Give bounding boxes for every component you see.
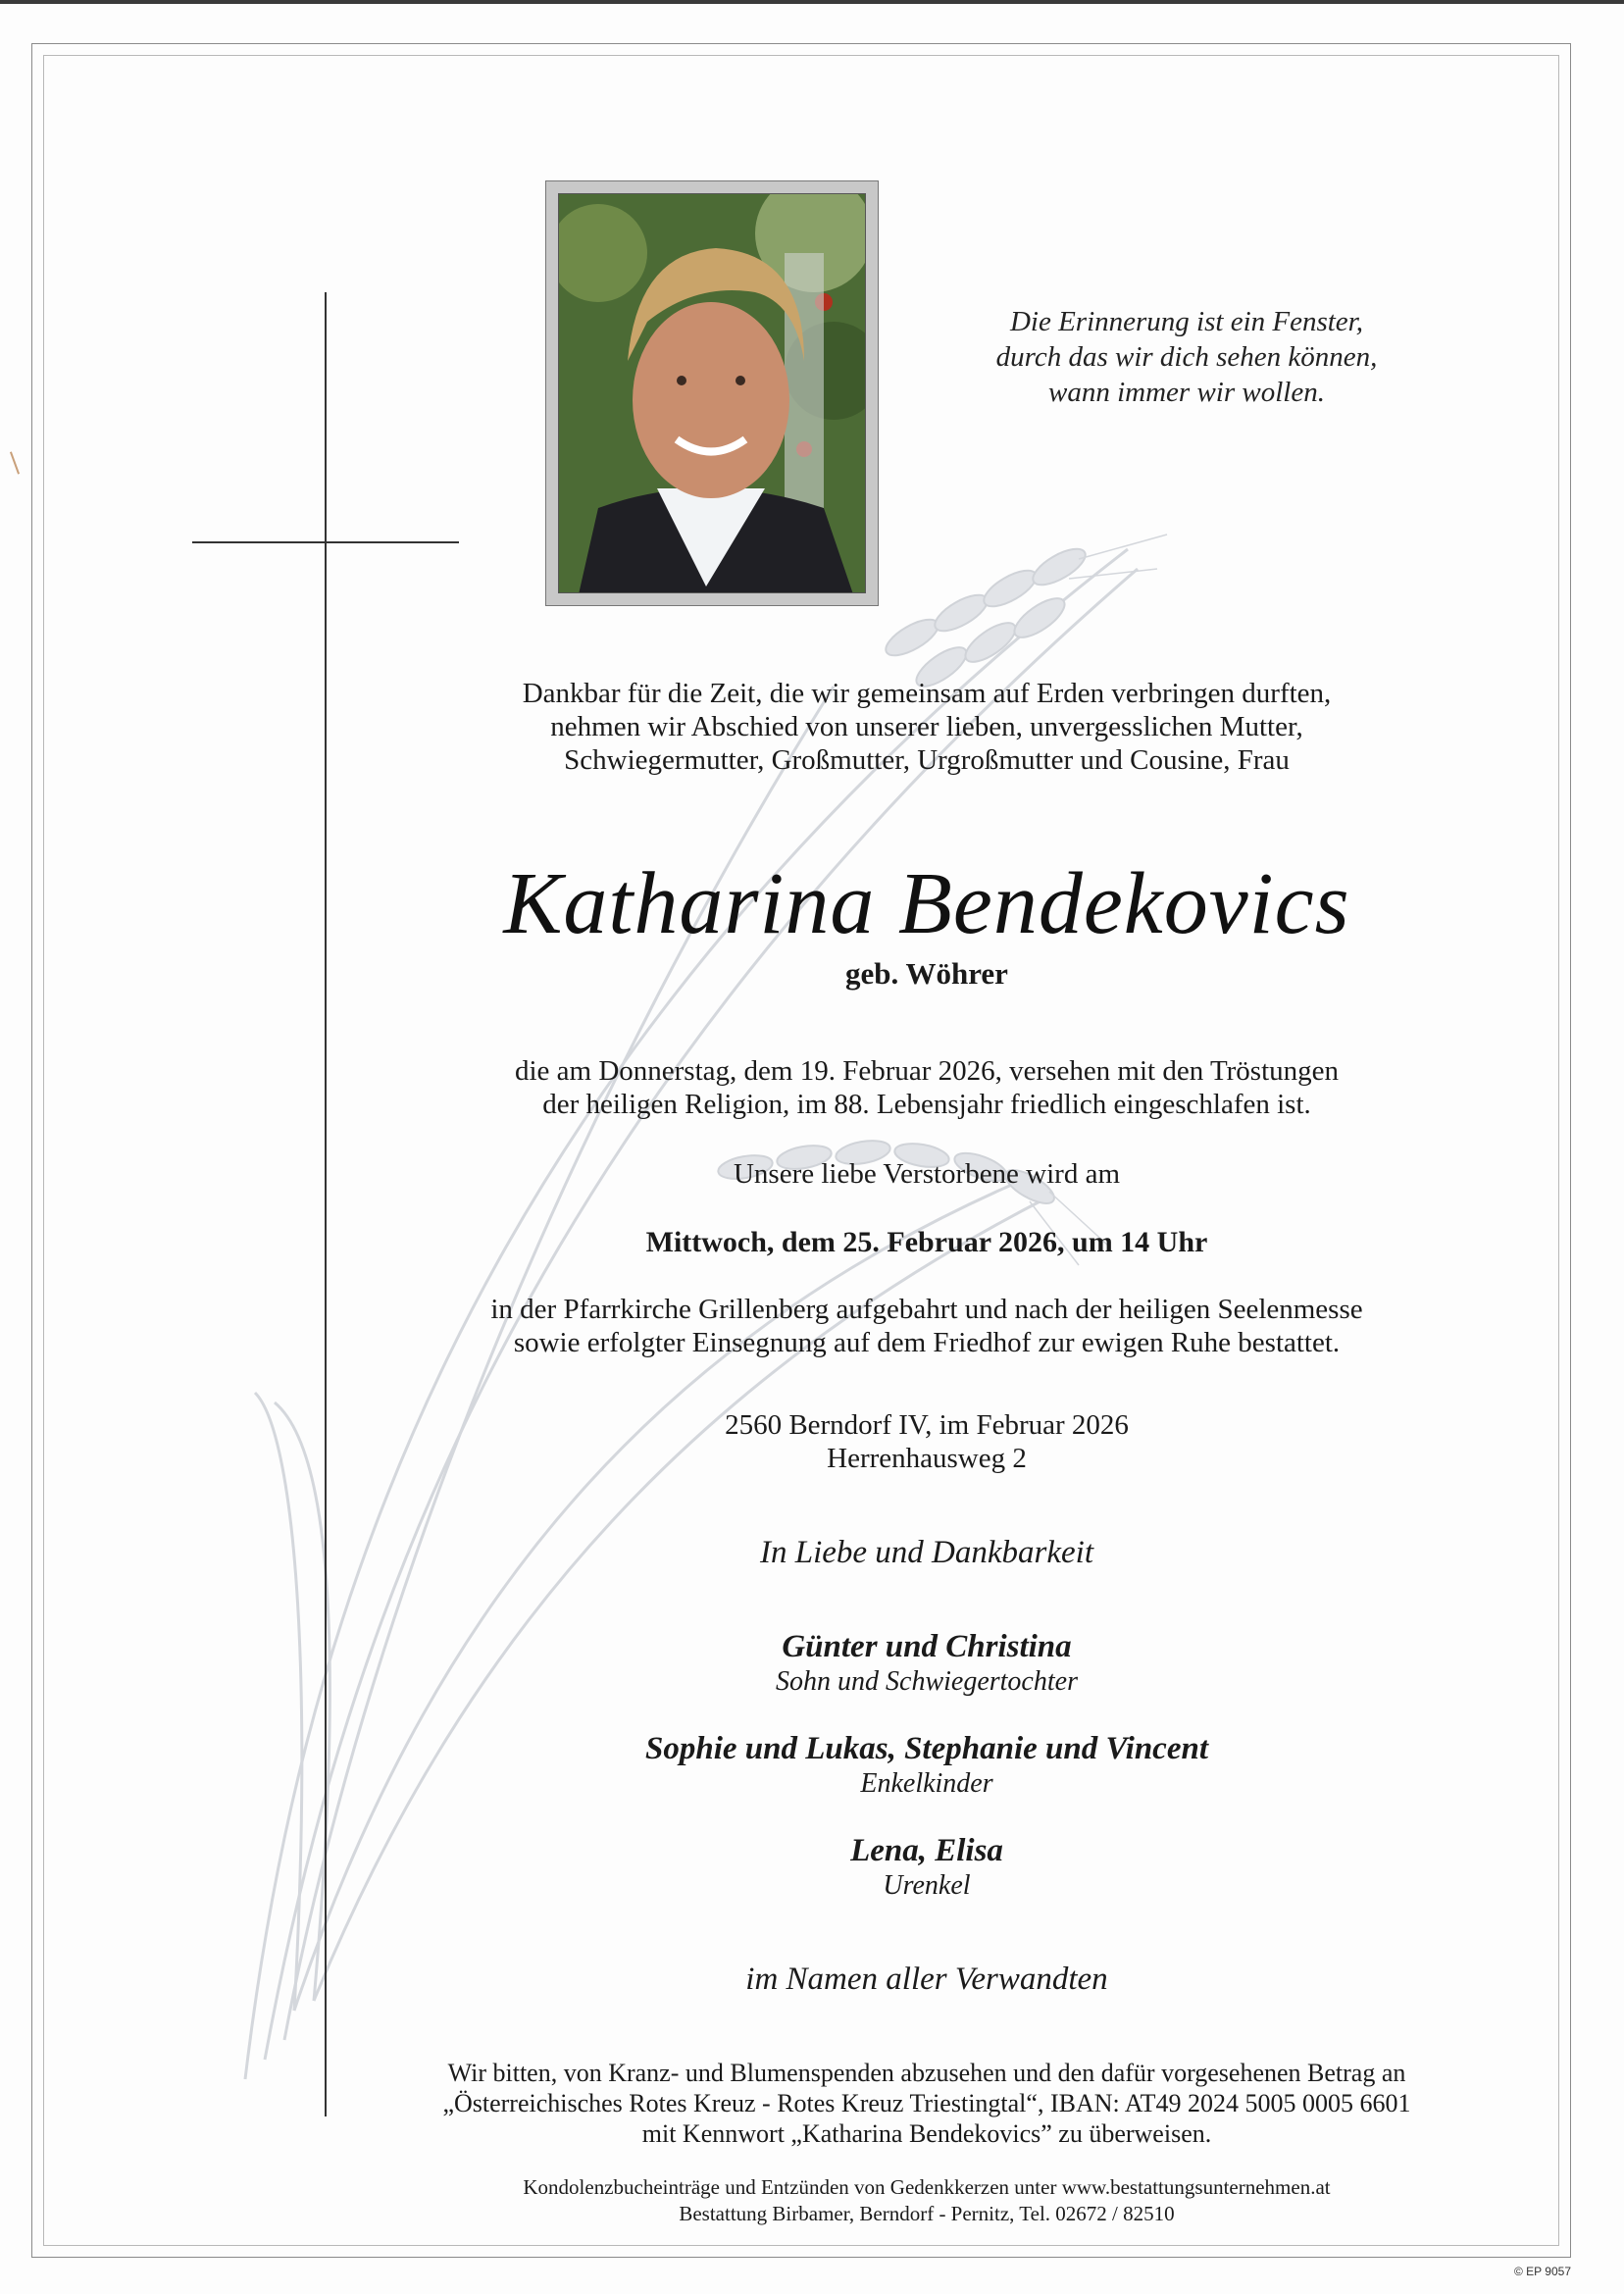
intro-line: nehmen wir Abschied von unserer lieben, unvergesslichen Mutter, (550, 711, 1303, 742)
quote-line: wann immer wir wollen. (1048, 377, 1325, 408)
death-notice-line: die am Donnerstag, dem 19. Februar 2026, versehen mit den Tröstungen (514, 1055, 1340, 1087)
service-details-line: sowie erfolgter Einsegnung auf dem Friedhof zur ewigen Ruhe bestattet. (513, 1327, 1341, 1358)
relative-group (343, 1730, 1510, 1801)
footer-line: Kondolenzbucheinträge und Entzünden von Gedenkkerzen unter www.bestattungsunternehmen.at (523, 2175, 1331, 2199)
relative-relation: Enkelkinder (860, 1768, 993, 1799)
relative-group (343, 1832, 1510, 1903)
deceased-name: Katharina Bendekovics (503, 855, 1350, 952)
closing-family: im Namen aller Verwandten (745, 1962, 1108, 1997)
cross-horizontal (192, 541, 459, 543)
footer-line: Bestattung Birbamer, Berndorf - Pernitz, Tel. 02672 / 82510 (679, 2202, 1175, 2225)
service-details (343, 1293, 1510, 1359)
death-notice (343, 1054, 1510, 1121)
intro-line: Schwiegermutter, Großmutter, Urgroßmutter und Cousine, Frau (564, 744, 1290, 776)
birth-name: geb. Wöhrer (845, 956, 1008, 991)
print-code: © EP 9057 (1514, 2265, 1571, 2278)
address-block (343, 1408, 1510, 1475)
closing-love: In Liebe und Dankbarkeit (759, 1535, 1093, 1570)
donation-line: „Österreichisches Rotes Kreuz - Rotes Kreuz Triestingtal“, IBAN: AT49 2024 5005 0005 6601 (442, 2089, 1411, 2117)
service-intro: Unsere liebe Verstorbene wird am (733, 1158, 1121, 1190)
relative-names: Sophie und Lukas, Stephanie und Vincent (644, 1731, 1208, 1766)
portrait-illustration (559, 194, 866, 593)
relative-group (343, 1628, 1510, 1699)
quote-line: Die Erinnerung ist ein Fenster, (1009, 306, 1364, 337)
relative-names: Lena, Elisa (850, 1833, 1003, 1868)
address-line: 2560 Berndorf IV, im Februar 2026 (725, 1409, 1129, 1441)
cross-vertical (325, 292, 327, 2116)
intro-line: Dankbar für die Zeit, die wir gemeinsam auf Erden verbringen durften, (522, 678, 1332, 709)
donation-text (343, 2058, 1510, 2149)
intro-text (343, 677, 1510, 777)
service-date: Mittwoch, dem 25. Februar 2026, um 14 Uhr (645, 1226, 1208, 1258)
footer-text (343, 2174, 1510, 2227)
relative-names: Günter und Christina (782, 1629, 1072, 1664)
service-details-line: in der Pfarrkirche Grillenberg aufgebahrt und nach der heiligen Seelenmesse (490, 1294, 1363, 1325)
relative-relation: Urenkel (883, 1870, 971, 1901)
address-line: Herrenhausweg 2 (827, 1443, 1027, 1474)
portrait-photo (558, 193, 866, 593)
quote-line: durch das wir dich sehen können, (995, 341, 1378, 373)
memorial-quote (922, 304, 1451, 410)
donation-line: Wir bitten, von Kranz- und Blumenspenden abzusehen und den dafür vorgesehenen Betrag an (447, 2059, 1406, 2087)
relative-relation: Sohn und Schwiegertochter (776, 1666, 1078, 1697)
portrait-frame (545, 180, 879, 606)
death-notice-line: der heiligen Religion, im 88. Lebensjahr friedlich eingeschlafen ist. (542, 1089, 1311, 1120)
donation-line: mit Kennwort „Katharina Bendekovics” zu überweisen. (641, 2119, 1212, 2148)
